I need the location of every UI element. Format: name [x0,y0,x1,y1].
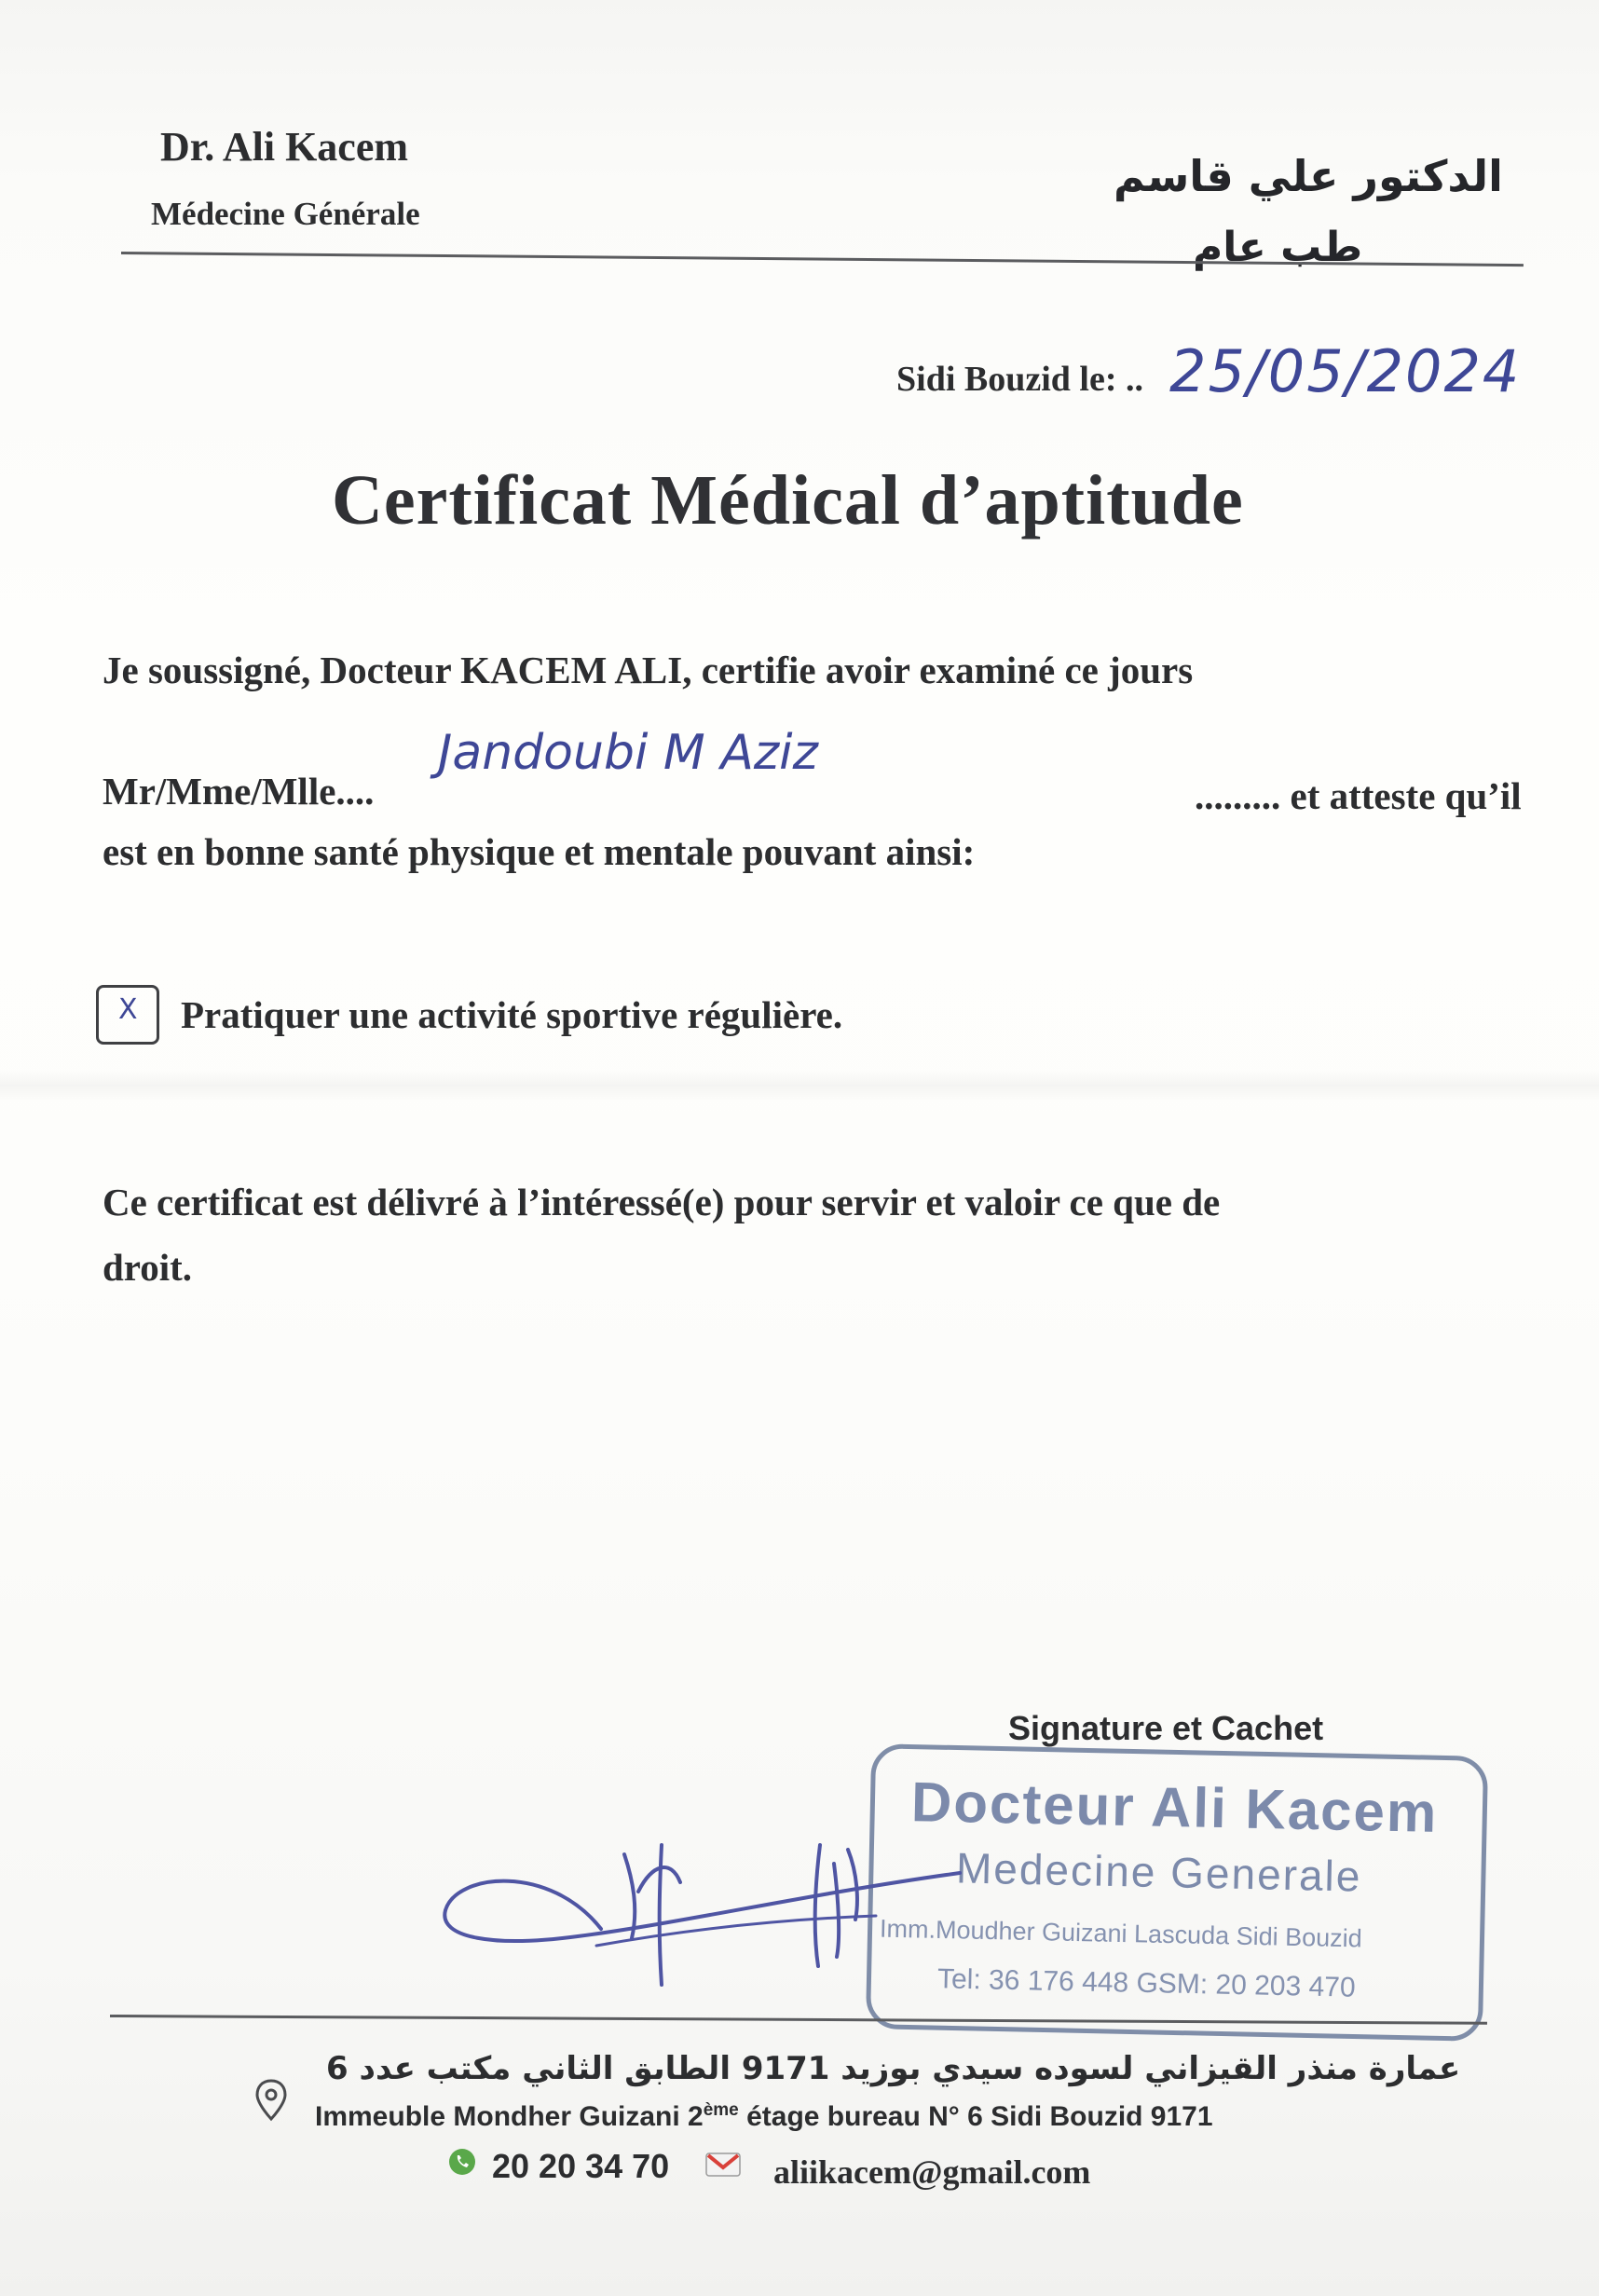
footer-address-french [315,2100,1213,2133]
body-line-3: est en bonne santé physique et mentale pouvant ainsi: [102,830,976,873]
paper-fold [0,1070,1599,1101]
body-line-1: Je soussigné, Docteur KACEM ALI, certifie avoir examiné ce jours [102,649,1194,691]
body-line-2-prefix: Mr/Mme/Mlle.... [102,770,375,813]
checkbox-mark: X [118,993,138,1026]
closing-line-2: droit. [102,1246,193,1289]
doctor-specialty: Médecine Générale [151,196,420,232]
footer-address-sup: ème [703,2100,739,2120]
doctor-name: Dr. Ali Kacem [160,124,408,170]
stamp-line-4: Tel: 36 176 448 GSM: 20 203 470 [936,1963,1356,2003]
handwritten-signature [438,1826,978,1994]
phone-icon [447,2147,477,2177]
stamp-line-3: Imm.Moudher Guizani Lascuda Sidi Bouzid [879,1914,1363,1953]
certificate-title: Certificat Médical d’aptitude [332,461,1244,540]
body-line-2-suffix: ......... et atteste qu’il [1195,774,1522,817]
signature-label: Signature et Cachet [1008,1709,1324,1747]
footer-phone: 20 20 34 70 [492,2147,670,2185]
patient-name-handwritten: Jandoubi M Aziz [438,725,818,781]
footer-address-arabic: عمارة منذر القيزاني لسوده سيدي بوزيد 9171 الطابق الثاني مكتب عدد 6 [326,2050,1461,2087]
checkbox-label: Pratiquer une activité sportive régulière. [181,993,843,1036]
location-pin-icon [253,2078,289,2123]
stamp-line-2: Medecine Generale [955,1843,1362,1901]
date-handwritten: 25/05/2024 [1169,337,1522,405]
closing-line-1: Ce certificat est délivré à l’intéressé(e) pour servir et valoir ce que de [102,1181,1221,1223]
mail-icon [704,2151,742,2179]
footer-address-part1: Immeuble Mondher Guizani 2 [315,2101,704,2132]
stamp-line-1: Docteur Ali Kacem [910,1770,1439,1844]
footer-address-part2: étage bureau N° 6 Sidi Bouzid 9171 [738,2101,1213,2132]
doctor-specialty-arabic: طب عام [1193,224,1363,271]
doctor-name-arabic: الدكتور علي قاسم [1114,151,1503,201]
date-label: Sidi Bouzid le: .. [896,360,1143,399]
footer-email: aliikacem@gmail.com [773,2153,1091,2191]
